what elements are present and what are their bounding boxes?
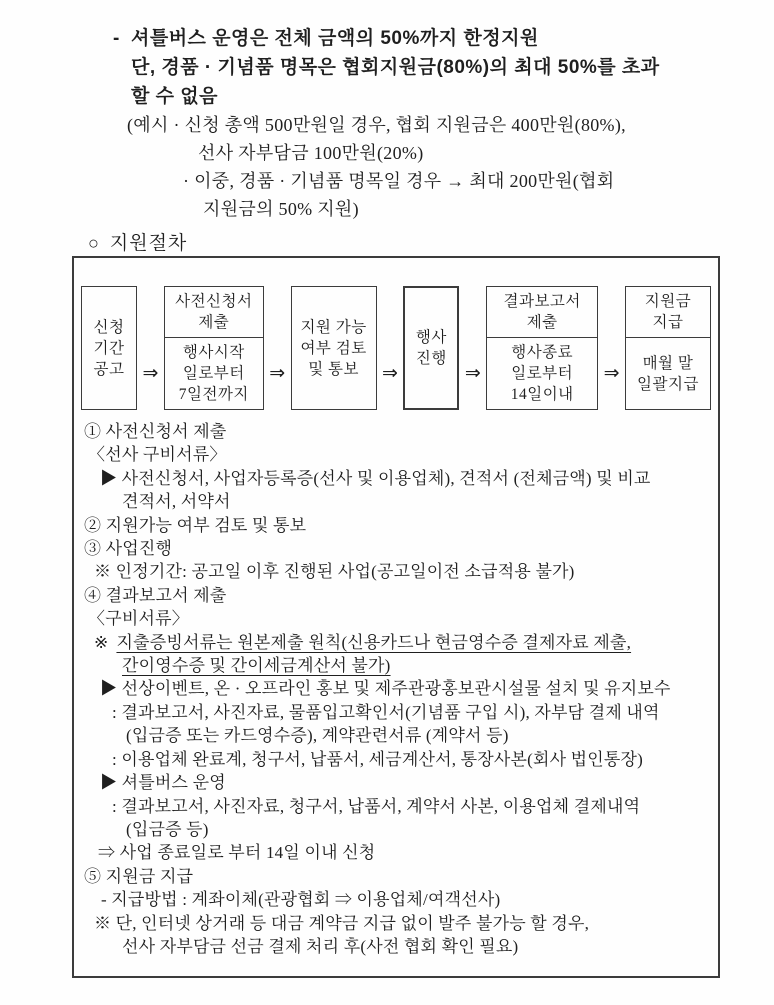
intro-bold-block [0, 24, 774, 111]
body-line: ⑤ 지원금 지급 [84, 866, 194, 886]
body-line: ▶ 사전신청서, 사업자등록증(선사 및 이용업체), 견적서 (전체금액) 및 비교 [100, 468, 651, 488]
body-line: ③ 사업진행 [84, 539, 173, 559]
body-line: ④ 결과보고서 제출 [84, 585, 227, 605]
intro-line [0, 24, 774, 53]
body-line: ※ 인정기간: 공고일 이후 진행된 사업(공고일이전 소급적용 불가) [94, 562, 575, 582]
example-line: (예시 · 신청 총액 500만원일 경우, 협회 지원금은 400만원(80%), [127, 115, 626, 135]
procedure-details [74, 420, 718, 958]
body-line: 견적서, 서약서 [122, 492, 231, 512]
body-line: ▶ 선상이벤트, 온 · 오프라인 홍보 및 제주관광홍보관시설물 설치 및 유지보수 [100, 679, 671, 699]
flow-arrow-icon: ⇒ [269, 362, 286, 384]
dash-marker: - [113, 28, 120, 49]
intro-line: 단, 경품 · 기념품 명목은 협회지원금(80%)의 최대 50%를 초과 [131, 57, 660, 78]
body-line: ※ 단, 인터넷 상거래 등 대금 계약금 지급 없이 발주 불가능 할 경우, [94, 913, 590, 933]
flow-step-announcement: 신청 기간 공고 [81, 286, 137, 410]
flow-arrow-icon: ⇒ [142, 362, 159, 384]
body-line: ⇒ 사업 종료일로 부터 14일 이내 신청 [98, 843, 376, 863]
body-line: 〈선사 구비서류〉 [88, 445, 227, 465]
body-line [74, 631, 718, 654]
intro-text: 셔틀버스 운영은 전체 금액의 50%까지 한정지원 [131, 28, 539, 49]
body-line: ▶ 셔틀버스 운영 [100, 773, 226, 793]
flow-step-payment: 지원금 지급 매월 말 일괄지급 [625, 286, 711, 410]
flow-arrow-icon: ⇒ [464, 362, 481, 384]
body-line: : 이용업체 완료계, 청구서, 납품서, 세금계산서, 통장사본(회사 법인통장) [112, 749, 644, 769]
example-line: · 이중, 경품 · 기념품 명목일 경우 → 최대 200만원(협회 [183, 171, 615, 191]
section-title: 지원절차 [109, 233, 188, 254]
procedure-box [72, 256, 720, 978]
circle-bullet: ○ [88, 233, 100, 253]
body-line: : 결과보고서, 사진자료, 청구서, 납품서, 계약서 사본, 이용업체 결제내역 [112, 796, 641, 816]
underlined-text: 지출증빙서류는 원본제출 원칙(신용카드나 현금영수증 결제자료 제출, [116, 632, 632, 652]
procedure-flowchart [74, 258, 718, 410]
body-line: 선사 자부담금 선금 결제 처리 후(사전 협회 확인 필요) [122, 936, 519, 956]
intro-example-block [0, 111, 774, 223]
body-line: - 지급방법 : 계좌이체(관광협회 ⇒ 이용업체/여객선사) [101, 890, 501, 910]
body-line: 〈구비서류〉 [88, 609, 189, 629]
example-line: 선사 자부담금 100만원(20%) [198, 143, 424, 163]
body-line: : 결과보고서, 사진자료, 물품입고확인서(기념품 구입 시), 자부담 결제 내역 [112, 702, 660, 722]
flow-step-review: 지원 가능 여부 검토 및 통보 [291, 286, 377, 410]
example-line: 지원금의 50% 지원) [203, 199, 359, 219]
flow-step-report: 결과보고서 제출 행사종료 일로부터 14일이내 [486, 286, 598, 410]
body-line: (입금증 또는 카드영수증), 계약관련서류 (계약서 등) [126, 726, 509, 746]
intro-line: 할 수 없음 [131, 86, 218, 107]
intro-section [0, 0, 774, 223]
body-line: (입금증 등) [126, 819, 209, 839]
reference-marker: ※ [94, 632, 109, 652]
body-line: ② 지원가능 여부 검토 및 통보 [84, 515, 307, 535]
flow-arrow-icon: ⇒ [603, 362, 620, 384]
flow-step-event: 행사 진행 [403, 286, 459, 410]
flow-arrow-icon: ⇒ [382, 362, 398, 384]
flow-step-pre-application: 사전신청서 제출 행사시작 일로부터 7일전까지 [164, 286, 264, 410]
underlined-text: 간이영수증 및 간이세금계산서 불가) [122, 656, 391, 676]
body-line [74, 654, 718, 677]
section-heading [0, 229, 774, 258]
body-line: ① 사전신청서 제출 [84, 422, 227, 441]
